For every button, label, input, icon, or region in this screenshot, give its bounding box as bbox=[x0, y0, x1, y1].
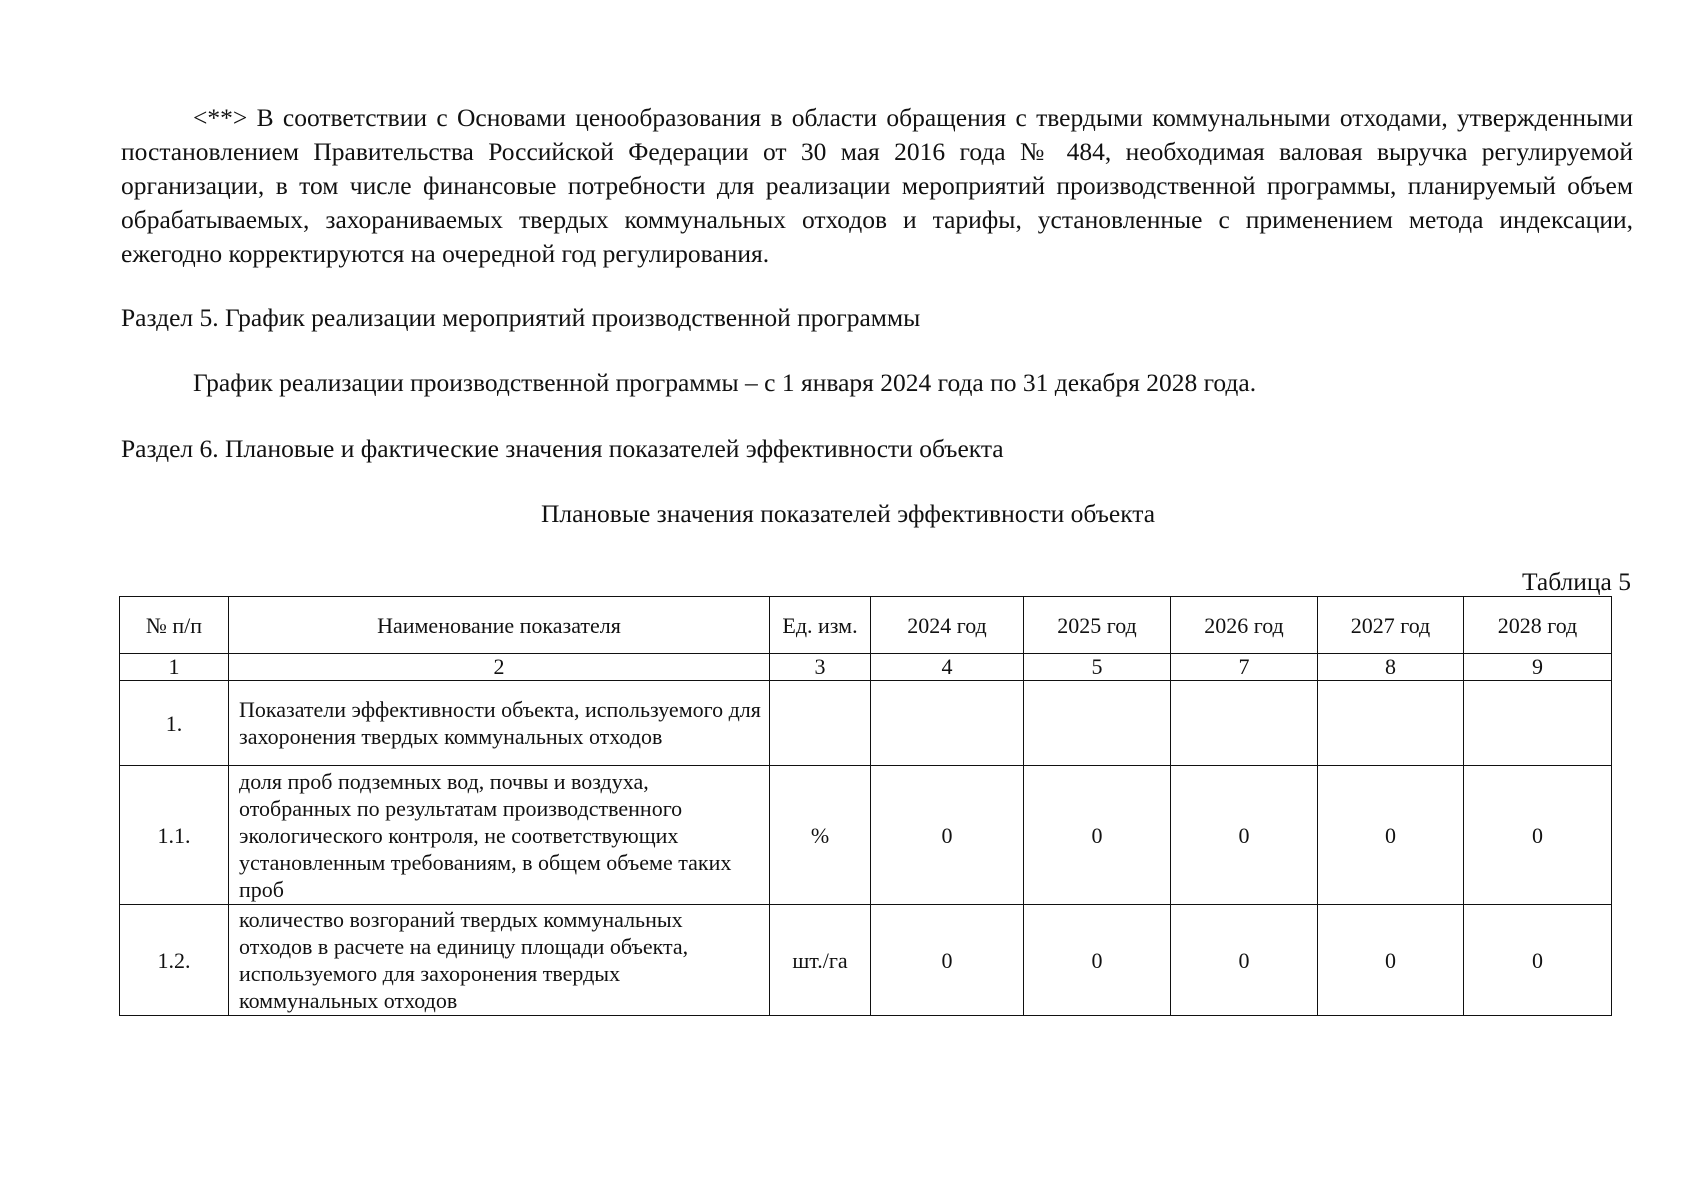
column-number-cell: 9 bbox=[1464, 654, 1612, 681]
header-cell-2028: 2028 год bbox=[1464, 597, 1612, 654]
row-number-cell: 1. bbox=[120, 681, 229, 766]
value-cell-2026: 0 bbox=[1171, 766, 1318, 905]
column-number-cell: 3 bbox=[770, 654, 871, 681]
row-number-cell: 1.2. bbox=[120, 905, 229, 1016]
header-cell-number: № п/п bbox=[120, 597, 229, 654]
header-cell-unit: Ед. изм. bbox=[770, 597, 871, 654]
value-cell-2028 bbox=[1464, 681, 1612, 766]
footnote-paragraph: <**> В соответствии с Основами ценообразования в области обращения с твердыми коммунальными отходами, утвержденными постановлением Правительства Российской Федерации от 30 мая 2016 года № 484, необходимая валовая выручка регулируемой организации, в том числе финансовые потребности для реализации мероприятий производственной программы, планируемый объем обрабатываемых, захораниваемых твердых коммунальных отходов и тарифы, установленные с применением метода индексации, ежегодно корректируются на очередной год регулирования. bbox=[121, 103, 1633, 268]
table-row bbox=[120, 681, 1612, 766]
table-row bbox=[120, 766, 1612, 905]
header-cell-2025: 2025 год bbox=[1024, 597, 1171, 654]
value-cell-2025: 0 bbox=[1024, 766, 1171, 905]
indicators-table bbox=[119, 596, 1612, 1016]
value-cell-2027: 0 bbox=[1318, 905, 1464, 1016]
indicator-name-cell: Показатели эффективности объекта, используемого для захоронения твердых коммунальных отходов bbox=[229, 681, 770, 766]
table-header-row bbox=[120, 597, 1612, 654]
value-cell-2028: 0 bbox=[1464, 766, 1612, 905]
table-number: Таблица 5 bbox=[1521, 567, 1631, 596]
value-cell-2025 bbox=[1024, 681, 1171, 766]
column-number-cell: 4 bbox=[871, 654, 1024, 681]
schedule-text: График реализации производственной программы – с 1 января 2024 года по 31 декабря 2028 года. bbox=[193, 368, 1257, 397]
table-row bbox=[120, 905, 1612, 1016]
unit-cell bbox=[770, 681, 871, 766]
header-cell-2024: 2024 год bbox=[871, 597, 1024, 654]
indicator-name-cell: доля проб подземных вод, почвы и воздуха, отобранных по результатам производственного экологического контроля, не соответствующих установленным требованиям, в общем объеме таких проб bbox=[229, 766, 770, 905]
column-number-cell: 8 bbox=[1318, 654, 1464, 681]
header-cell-name: Наименование показателя bbox=[229, 597, 770, 654]
value-cell-2025: 0 bbox=[1024, 905, 1171, 1016]
column-number-cell: 5 bbox=[1024, 654, 1171, 681]
value-cell-2024 bbox=[871, 681, 1024, 766]
value-cell-2026 bbox=[1171, 681, 1318, 766]
table-title: Плановые значения показателей эффективности объекта bbox=[540, 499, 1156, 528]
section-5-heading: Раздел 5. График реализации мероприятий производственной программы bbox=[121, 303, 921, 332]
unit-cell: шт./га bbox=[770, 905, 871, 1016]
header-cell-2027: 2027 год bbox=[1318, 597, 1464, 654]
header-cell-2026: 2026 год bbox=[1171, 597, 1318, 654]
column-number-cell: 1 bbox=[120, 654, 229, 681]
unit-cell: % bbox=[770, 766, 871, 905]
section-6-heading: Раздел 6. Плановые и фактические значения показателей эффективности объекта bbox=[121, 434, 1004, 463]
column-number-row bbox=[120, 654, 1612, 681]
value-cell-2024: 0 bbox=[871, 905, 1024, 1016]
value-cell-2024: 0 bbox=[871, 766, 1024, 905]
value-cell-2027 bbox=[1318, 681, 1464, 766]
indicator-name-cell: количество возгораний твердых коммунальных отходов в расчете на единицу площади объекта, используемого для захоронения твердых коммунальных отходов bbox=[229, 905, 770, 1016]
value-cell-2028: 0 bbox=[1464, 905, 1612, 1016]
value-cell-2026: 0 bbox=[1171, 905, 1318, 1016]
row-number-cell: 1.1. bbox=[120, 766, 229, 905]
column-number-cell: 7 bbox=[1171, 654, 1318, 681]
column-number-cell: 2 bbox=[229, 654, 770, 681]
value-cell-2027: 0 bbox=[1318, 766, 1464, 905]
